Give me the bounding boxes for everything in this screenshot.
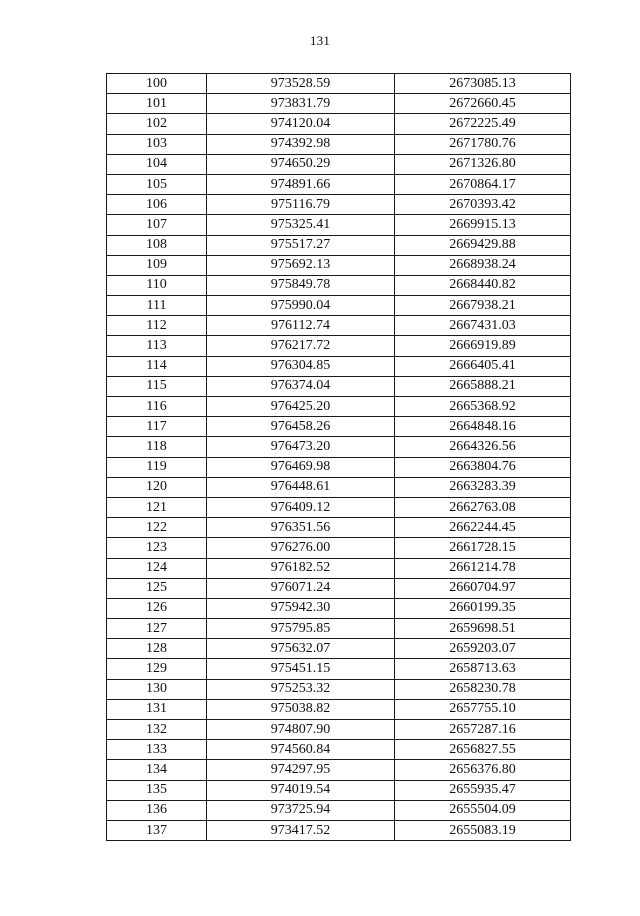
point-number-cell: 124 (107, 558, 207, 578)
y-coordinate-cell: 2661728.15 (395, 538, 571, 558)
point-number-cell: 120 (107, 477, 207, 497)
table-row (107, 215, 571, 235)
y-coordinate-cell: 2657755.10 (395, 699, 571, 719)
table-row (107, 336, 571, 356)
y-coordinate-cell: 2660704.97 (395, 578, 571, 598)
y-coordinate-cell: 2673085.13 (395, 74, 571, 94)
x-coordinate-cell: 976425.20 (207, 397, 395, 417)
x-coordinate-cell: 974891.66 (207, 174, 395, 194)
x-coordinate-cell: 976071.24 (207, 578, 395, 598)
table-row (107, 376, 571, 396)
x-coordinate-cell: 973417.52 (207, 820, 395, 840)
table-row (107, 780, 571, 800)
y-coordinate-cell: 2664326.56 (395, 437, 571, 457)
y-coordinate-cell: 2655935.47 (395, 780, 571, 800)
table-row (107, 255, 571, 275)
point-number-cell: 129 (107, 659, 207, 679)
table-row (107, 94, 571, 114)
x-coordinate-cell: 975253.32 (207, 679, 395, 699)
y-coordinate-cell: 2658230.78 (395, 679, 571, 699)
point-number-cell: 102 (107, 114, 207, 134)
point-number-cell: 101 (107, 94, 207, 114)
point-number-cell: 137 (107, 820, 207, 840)
point-number-cell: 116 (107, 397, 207, 417)
coordinate-table-body (107, 74, 571, 841)
table-row (107, 154, 571, 174)
point-number-cell: 117 (107, 417, 207, 437)
table-row (107, 134, 571, 154)
x-coordinate-cell: 973528.59 (207, 74, 395, 94)
y-coordinate-cell: 2657287.16 (395, 720, 571, 740)
table-row (107, 598, 571, 618)
table-row (107, 558, 571, 578)
table-row (107, 437, 571, 457)
x-coordinate-cell: 975942.30 (207, 598, 395, 618)
x-coordinate-cell: 976469.98 (207, 457, 395, 477)
table-row (107, 477, 571, 497)
x-coordinate-cell: 974392.98 (207, 134, 395, 154)
point-number-cell: 125 (107, 578, 207, 598)
x-coordinate-cell: 976473.20 (207, 437, 395, 457)
y-coordinate-cell: 2665888.21 (395, 376, 571, 396)
y-coordinate-cell: 2666405.41 (395, 356, 571, 376)
table-row (107, 578, 571, 598)
table-row (107, 720, 571, 740)
y-coordinate-cell: 2664848.16 (395, 417, 571, 437)
x-coordinate-cell: 973831.79 (207, 94, 395, 114)
point-number-cell: 115 (107, 376, 207, 396)
table-row (107, 417, 571, 437)
point-number-cell: 127 (107, 619, 207, 639)
x-coordinate-cell: 974019.54 (207, 780, 395, 800)
x-coordinate-cell: 974560.84 (207, 740, 395, 760)
page-number: 131 (309, 33, 331, 48)
table-row (107, 760, 571, 780)
table-row (107, 740, 571, 760)
point-number-cell: 128 (107, 639, 207, 659)
table-row (107, 457, 571, 477)
point-number-cell: 104 (107, 154, 207, 174)
point-number-cell: 106 (107, 195, 207, 215)
point-number-cell: 111 (107, 296, 207, 316)
point-number-cell: 121 (107, 497, 207, 517)
x-coordinate-cell: 975632.07 (207, 639, 395, 659)
point-number-cell: 110 (107, 275, 207, 295)
x-coordinate-cell: 975795.85 (207, 619, 395, 639)
x-coordinate-cell: 976409.12 (207, 497, 395, 517)
x-coordinate-cell: 974120.04 (207, 114, 395, 134)
point-number-cell: 126 (107, 598, 207, 618)
x-coordinate-cell: 976304.85 (207, 356, 395, 376)
point-number-cell: 131 (107, 699, 207, 719)
x-coordinate-cell: 975517.27 (207, 235, 395, 255)
point-number-cell: 103 (107, 134, 207, 154)
y-coordinate-cell: 2659203.07 (395, 639, 571, 659)
y-coordinate-cell: 2670393.42 (395, 195, 571, 215)
x-coordinate-cell: 976448.61 (207, 477, 395, 497)
y-coordinate-cell: 2667431.03 (395, 316, 571, 336)
x-coordinate-cell: 976374.04 (207, 376, 395, 396)
y-coordinate-cell: 2671326.80 (395, 154, 571, 174)
table-row (107, 800, 571, 820)
table-row (107, 195, 571, 215)
table-row (107, 275, 571, 295)
y-coordinate-cell: 2667938.21 (395, 296, 571, 316)
table-row (107, 114, 571, 134)
x-coordinate-cell: 976458.26 (207, 417, 395, 437)
y-coordinate-cell: 2668938.24 (395, 255, 571, 275)
table-row (107, 679, 571, 699)
x-coordinate-cell: 976217.72 (207, 336, 395, 356)
table-row (107, 356, 571, 376)
y-coordinate-cell: 2656827.55 (395, 740, 571, 760)
table-row (107, 639, 571, 659)
point-number-cell: 107 (107, 215, 207, 235)
table-row (107, 74, 571, 94)
y-coordinate-cell: 2655504.09 (395, 800, 571, 820)
coordinate-table (106, 73, 571, 841)
x-coordinate-cell: 976182.52 (207, 558, 395, 578)
x-coordinate-cell: 975038.82 (207, 699, 395, 719)
x-coordinate-cell: 976112.74 (207, 316, 395, 336)
table-row (107, 619, 571, 639)
x-coordinate-cell: 975692.13 (207, 255, 395, 275)
y-coordinate-cell: 2659698.51 (395, 619, 571, 639)
point-number-cell: 135 (107, 780, 207, 800)
y-coordinate-cell: 2655083.19 (395, 820, 571, 840)
y-coordinate-cell: 2671780.76 (395, 134, 571, 154)
point-number-cell: 113 (107, 336, 207, 356)
y-coordinate-cell: 2672225.49 (395, 114, 571, 134)
point-number-cell: 122 (107, 518, 207, 538)
y-coordinate-cell: 2656376.80 (395, 760, 571, 780)
x-coordinate-cell: 975990.04 (207, 296, 395, 316)
y-coordinate-cell: 2669915.13 (395, 215, 571, 235)
table-row (107, 316, 571, 336)
y-coordinate-cell: 2660199.35 (395, 598, 571, 618)
table-row (107, 699, 571, 719)
table-row (107, 296, 571, 316)
y-coordinate-cell: 2672660.45 (395, 94, 571, 114)
point-number-cell: 123 (107, 538, 207, 558)
x-coordinate-cell: 974807.90 (207, 720, 395, 740)
x-coordinate-cell: 975849.78 (207, 275, 395, 295)
table-row (107, 174, 571, 194)
y-coordinate-cell: 2663283.39 (395, 477, 571, 497)
y-coordinate-cell: 2658713.63 (395, 659, 571, 679)
x-coordinate-cell: 976276.00 (207, 538, 395, 558)
x-coordinate-cell: 974297.95 (207, 760, 395, 780)
y-coordinate-cell: 2665368.92 (395, 397, 571, 417)
point-number-cell: 130 (107, 679, 207, 699)
point-number-cell: 109 (107, 255, 207, 275)
point-number-cell: 132 (107, 720, 207, 740)
table-row (107, 497, 571, 517)
point-number-cell: 108 (107, 235, 207, 255)
x-coordinate-cell: 976351.56 (207, 518, 395, 538)
point-number-cell: 119 (107, 457, 207, 477)
x-coordinate-cell: 975116.79 (207, 195, 395, 215)
y-coordinate-cell: 2670864.17 (395, 174, 571, 194)
point-number-cell: 136 (107, 800, 207, 820)
table-row (107, 518, 571, 538)
x-coordinate-cell: 973725.94 (207, 800, 395, 820)
point-number-cell: 133 (107, 740, 207, 760)
y-coordinate-cell: 2668440.82 (395, 275, 571, 295)
point-number-cell: 112 (107, 316, 207, 336)
point-number-cell: 105 (107, 174, 207, 194)
table-row (107, 235, 571, 255)
y-coordinate-cell: 2663804.76 (395, 457, 571, 477)
table-row (107, 538, 571, 558)
x-coordinate-cell: 975451.15 (207, 659, 395, 679)
y-coordinate-cell: 2662244.45 (395, 518, 571, 538)
y-coordinate-cell: 2662763.08 (395, 497, 571, 517)
x-coordinate-cell: 975325.41 (207, 215, 395, 235)
table-row (107, 397, 571, 417)
point-number-cell: 134 (107, 760, 207, 780)
x-coordinate-cell: 974650.29 (207, 154, 395, 174)
y-coordinate-cell: 2666919.89 (395, 336, 571, 356)
y-coordinate-cell: 2669429.88 (395, 235, 571, 255)
table-row (107, 659, 571, 679)
point-number-cell: 118 (107, 437, 207, 457)
point-number-cell: 100 (107, 74, 207, 94)
table-row (107, 820, 571, 840)
y-coordinate-cell: 2661214.78 (395, 558, 571, 578)
point-number-cell: 114 (107, 356, 207, 376)
